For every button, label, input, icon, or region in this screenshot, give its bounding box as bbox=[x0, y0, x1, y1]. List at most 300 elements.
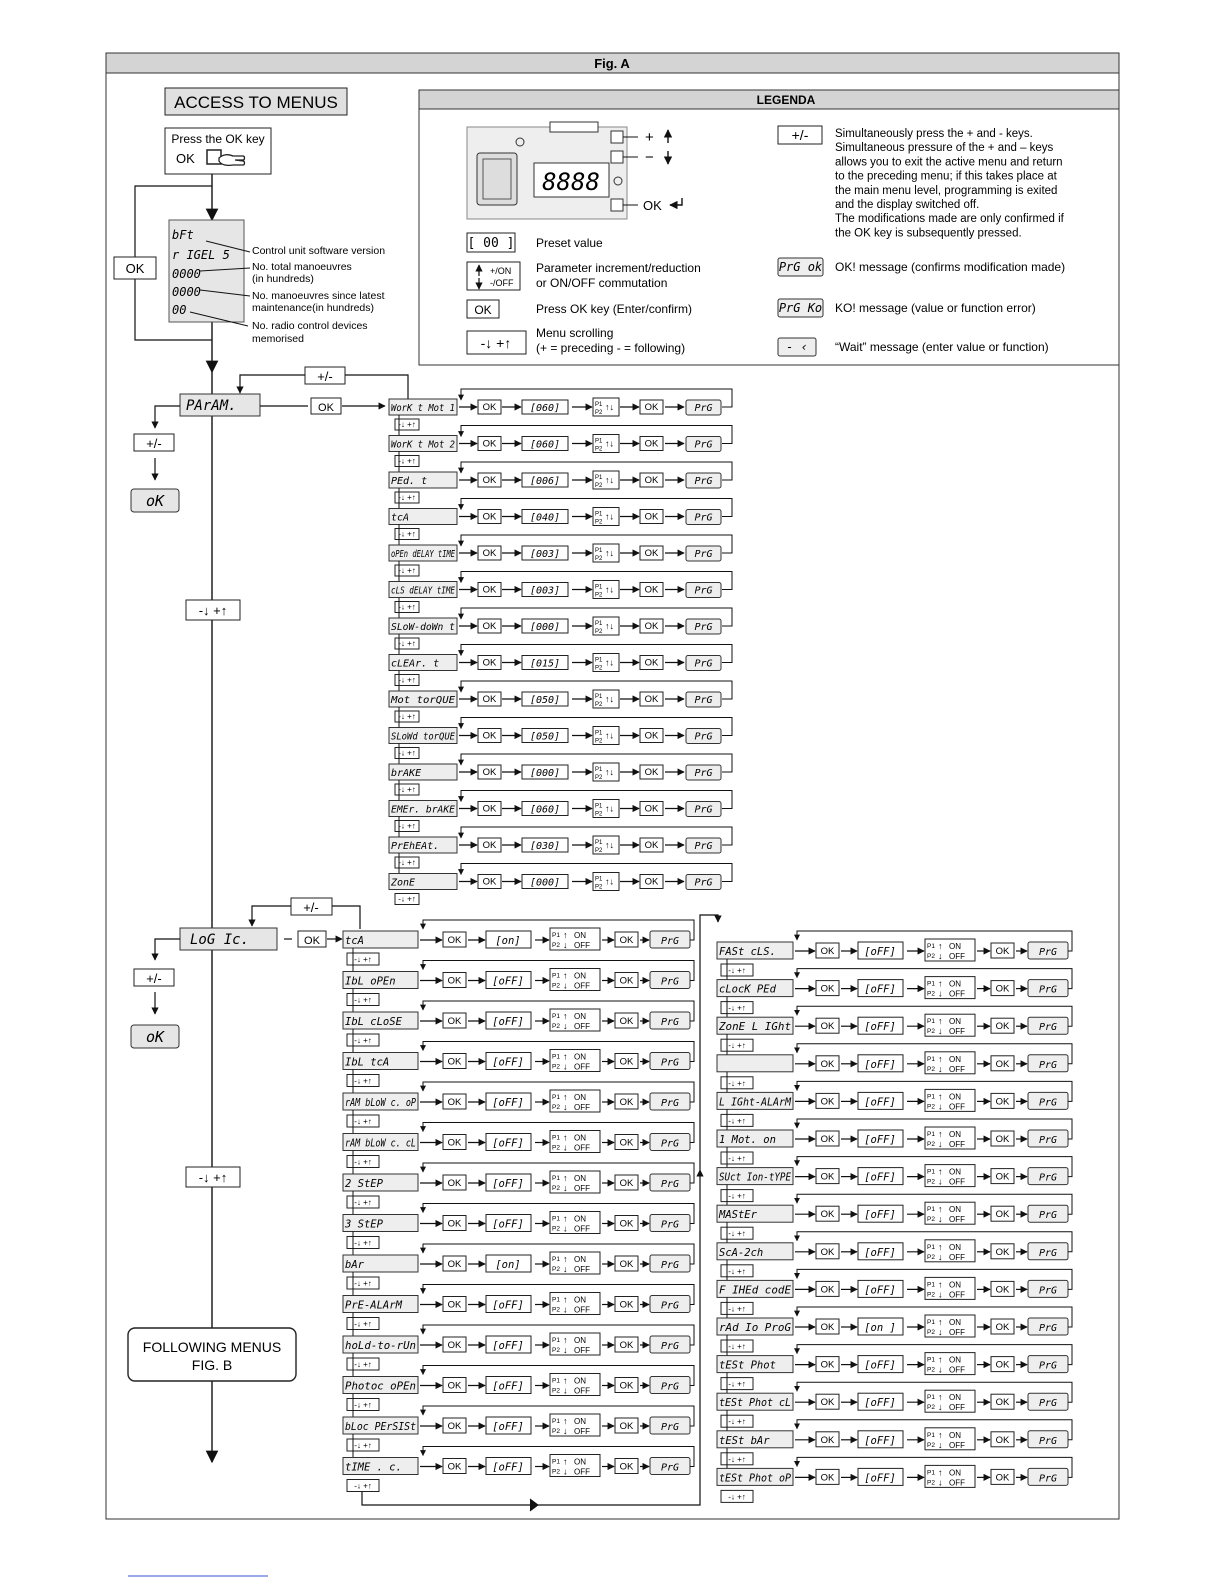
ok-key-label: OK bbox=[482, 840, 497, 851]
logic-left-p1: P1 bbox=[552, 1013, 560, 1020]
logic-right-value: [oFF] bbox=[864, 1434, 896, 1447]
prg-message-text: PrG bbox=[694, 439, 713, 451]
logic-right-p2: P2 bbox=[927, 1178, 935, 1186]
ok-key-label: OK bbox=[820, 1096, 835, 1108]
ok-key-label: OK bbox=[619, 1299, 634, 1311]
scroll-step-key-label: -↓ +↑ bbox=[354, 1198, 372, 1207]
up-arrow-icon: ↑ bbox=[938, 1241, 943, 1252]
logic-right-value: [oFF] bbox=[864, 1246, 896, 1259]
scroll-step-key-label: -↓ +↑ bbox=[354, 1481, 372, 1491]
ok-key-label: OK bbox=[447, 1137, 462, 1149]
ok-key-label: OK bbox=[644, 511, 659, 523]
scroll-step-key-label: -↓ +↑ bbox=[398, 529, 416, 539]
logic-right-p2: P2 bbox=[927, 1441, 935, 1449]
scroll-step-key-label: -↓ +↑ bbox=[398, 675, 416, 685]
param-name: brAKE bbox=[391, 768, 422, 779]
scroll-step-key-label: -↓ +↑ bbox=[398, 420, 416, 429]
logic-right-value: [oFF] bbox=[864, 1284, 896, 1297]
logic-left-row bbox=[343, 1082, 694, 1134]
ok-key-label: OK bbox=[482, 402, 497, 413]
logic-left-row bbox=[343, 1163, 694, 1215]
logic-left-off: OFF bbox=[574, 1305, 590, 1315]
logic-right-on: ON bbox=[949, 1092, 961, 1102]
logic-left-value: [oFF] bbox=[492, 1056, 524, 1069]
legend-plusminus-line: the main menu level, programming is exited bbox=[835, 184, 1058, 197]
up-arrow-icon: ↑ bbox=[938, 1429, 943, 1440]
prg-message-text: PrG bbox=[660, 1138, 680, 1150]
legend-message-symbol-text: PrG Ko bbox=[778, 301, 823, 315]
prg-message-text: PrG bbox=[1038, 1285, 1058, 1297]
legend-incdec-text: or ON/OFF commutation bbox=[536, 276, 668, 290]
scroll-step-key-label: -↓ +↑ bbox=[728, 1342, 746, 1351]
board-display-digits: 8888 bbox=[542, 168, 600, 196]
param-p2: P2 bbox=[595, 519, 603, 526]
param-row bbox=[389, 645, 732, 692]
logic-left-p2: P2 bbox=[552, 1387, 560, 1395]
prg-message-text: PrG bbox=[694, 658, 713, 670]
ok-key-label: OK bbox=[482, 767, 497, 778]
logic-left-on: ON bbox=[574, 1174, 586, 1183]
logic-right-name: tESt Phot oP bbox=[719, 1472, 792, 1485]
logic-right-p1: P1 bbox=[927, 943, 935, 950]
logic-left-p1: P1 bbox=[552, 932, 560, 939]
legend-message-text: KO! message (value or function error) bbox=[835, 301, 1036, 315]
legend-ok-symbol-text: OK bbox=[474, 303, 492, 317]
down-arrow-icon: ↓ bbox=[563, 1021, 568, 1031]
param-p2: P2 bbox=[595, 738, 603, 745]
param-value: [006] bbox=[529, 476, 561, 487]
up-arrow-icon: ↑ bbox=[563, 970, 568, 981]
param-scroll-label: -↓ +↑ bbox=[198, 603, 228, 618]
logic-exit-label: +/- bbox=[303, 900, 319, 915]
down-arrow-icon: ↓ bbox=[563, 1102, 568, 1112]
down-arrow-icon: ↓ bbox=[938, 1364, 943, 1375]
logic-right-value: [oFF] bbox=[864, 1134, 896, 1146]
up-arrow-icon: ↑ bbox=[563, 930, 568, 940]
param-value: [000] bbox=[529, 877, 561, 889]
logic-right-name: MAStEr bbox=[719, 1209, 757, 1222]
ok-key-label: OK bbox=[995, 1397, 1010, 1409]
ok-key-label: OK bbox=[619, 1178, 634, 1189]
prg-message-text: PrG bbox=[694, 768, 713, 779]
logic-right-p1: P1 bbox=[927, 1281, 935, 1289]
down-arrow-icon: ↓ bbox=[563, 1304, 568, 1315]
logic-left-row bbox=[343, 1325, 694, 1377]
logic-right-row bbox=[717, 1307, 1072, 1356]
ok-key-label: OK bbox=[482, 657, 497, 669]
logic-left-name: 3 StEP bbox=[345, 1218, 383, 1231]
logic-right-p1: P1 bbox=[927, 1018, 935, 1026]
prg-message-text: PrG bbox=[1038, 984, 1058, 996]
logic-right-on: ON bbox=[949, 1205, 961, 1215]
param-p1: P1 bbox=[595, 511, 603, 518]
access-ok-label: OK bbox=[125, 261, 145, 276]
scroll-step-key-label: -↓ +↑ bbox=[398, 894, 416, 904]
lcd-line: 00 bbox=[172, 303, 187, 317]
up-arrow-icon: ↑ bbox=[938, 978, 943, 989]
param-value: [030] bbox=[529, 841, 561, 852]
logic-left-row bbox=[343, 920, 694, 972]
ok-key-label: OK bbox=[820, 1322, 835, 1333]
logic-left-off: OFF bbox=[574, 1224, 590, 1234]
logic-right-value: [oFF] bbox=[864, 1096, 896, 1109]
up-arrow-icon: ↑ bbox=[938, 1467, 943, 1478]
up-arrow-icon: ↑ bbox=[563, 1011, 568, 1021]
param-arrows: ↑↓ bbox=[605, 803, 614, 814]
logic-left-p1: P1 bbox=[552, 1337, 560, 1344]
scroll-step-key-label: -↓ +↑ bbox=[354, 1076, 372, 1086]
ok-key-label: OK bbox=[447, 1299, 462, 1311]
logic-left-off: OFF bbox=[574, 1427, 590, 1436]
up-arrow-icon: ↑ bbox=[563, 1335, 568, 1345]
logic-right-row bbox=[717, 1345, 1072, 1394]
down-arrow-icon: ↓ bbox=[563, 1466, 568, 1477]
ok-key-label: OK bbox=[995, 1359, 1010, 1371]
logic-right-off: OFF bbox=[949, 1215, 965, 1225]
logic-right-p2: P2 bbox=[927, 1103, 935, 1111]
ok-key-label: OK bbox=[820, 1284, 835, 1296]
logic-left-off: OFF bbox=[574, 981, 590, 991]
logic-left-p1: P1 bbox=[552, 972, 560, 980]
param-p2: P2 bbox=[595, 410, 603, 416]
up-arrow-icon: ↑ bbox=[938, 1204, 943, 1215]
logic-right-on: ON bbox=[949, 1430, 961, 1440]
logic-left-p2: P2 bbox=[552, 1347, 560, 1354]
param-p2: P2 bbox=[595, 629, 603, 635]
param-name: SLoWd torQUE bbox=[391, 731, 455, 743]
up-arrow-icon: ↑ bbox=[563, 1051, 568, 1062]
logic-right-row bbox=[717, 1266, 1072, 1318]
logic-right-on: ON bbox=[949, 979, 961, 989]
ok-key-label: OK bbox=[644, 548, 659, 559]
prg-message-text: PrG bbox=[1038, 1210, 1058, 1222]
down-arrow-icon: ↓ bbox=[938, 1289, 943, 1300]
scroll-step-key-label: -↓ +↑ bbox=[728, 1041, 746, 1051]
param-side-ok-label: oK bbox=[145, 492, 165, 510]
ok-key-label: OK bbox=[995, 1284, 1010, 1296]
lcd-annotation: No. radio control devices bbox=[252, 320, 368, 332]
logic-right-off: OFF bbox=[949, 1027, 965, 1037]
logic-left-off: OFF bbox=[574, 1467, 590, 1477]
logic-right-p1: P1 bbox=[927, 1168, 935, 1176]
scroll-step-key-label: -↓ +↑ bbox=[354, 955, 372, 964]
legend-scroll-text: Menu scrolling bbox=[536, 326, 614, 340]
logic-right-p1: P1 bbox=[927, 1055, 935, 1063]
board-label-minus: − bbox=[645, 149, 654, 166]
logic-left-name: bAr bbox=[345, 1259, 364, 1271]
param-p2: P2 bbox=[595, 665, 603, 672]
param-row bbox=[389, 827, 732, 874]
board-label-ok: OK bbox=[643, 198, 662, 213]
up-arrow-icon: ↑ bbox=[563, 1092, 568, 1102]
logic-right-value: [oFF] bbox=[864, 1397, 896, 1410]
prg-message-text: PrG bbox=[660, 1219, 680, 1231]
logic-left-p1: P1 bbox=[552, 1175, 560, 1182]
logic-left-value: [oFF] bbox=[492, 1016, 524, 1028]
param-p1: P1 bbox=[595, 621, 603, 627]
logic-left-p1: P1 bbox=[552, 1215, 560, 1223]
scroll-step-key-label: -↓ +↑ bbox=[354, 1400, 372, 1410]
legend-incdec-text: Parameter increment/reduction bbox=[536, 261, 701, 275]
param-row bbox=[389, 718, 732, 765]
logic-right-p2: P2 bbox=[927, 990, 935, 998]
param-name: PEd. t bbox=[391, 476, 428, 487]
up-arrow-icon: ↑ bbox=[938, 1091, 943, 1102]
legend-message-symbol-text: - ‹ bbox=[786, 340, 808, 354]
scroll-step-key-label: -↓ +↑ bbox=[728, 1116, 746, 1126]
logic-right-p1: P1 bbox=[927, 1093, 935, 1101]
logic-left-p2: P2 bbox=[552, 1063, 560, 1071]
prg-message-text: PrG bbox=[1038, 1097, 1058, 1109]
logic-right-off: OFF bbox=[949, 1365, 965, 1375]
prg-message-text: PrG bbox=[694, 549, 713, 560]
logic-left-p2: P2 bbox=[552, 942, 560, 949]
scroll-step-key-label: -↓ +↑ bbox=[398, 712, 416, 721]
legend-preset-text: Preset value bbox=[536, 236, 603, 250]
logic-right-p1: P1 bbox=[927, 1431, 935, 1439]
ok-key-label: OK bbox=[995, 1246, 1010, 1258]
param-arrows: ↑↓ bbox=[605, 876, 614, 887]
down-arrow-icon: ↓ bbox=[938, 1063, 943, 1074]
logic-left-on: ON bbox=[574, 1417, 586, 1426]
logic-right-p2: P2 bbox=[927, 953, 935, 960]
ok-key-label: OK bbox=[644, 803, 659, 815]
following-menus-line2: FIG. B bbox=[191, 1357, 233, 1373]
logic-right-p1: P1 bbox=[927, 1319, 935, 1326]
ok-key-label: OK bbox=[995, 1434, 1010, 1446]
param-name: cLEAr. t bbox=[391, 658, 440, 670]
logic-left-row bbox=[343, 1204, 694, 1256]
ok-key-label: OK bbox=[619, 1097, 634, 1108]
logic-side-plusminus-label: +/- bbox=[146, 971, 162, 986]
logic-right-on: ON bbox=[949, 1242, 961, 1252]
ok-key-label: OK bbox=[482, 730, 497, 742]
prg-message-text: PrG bbox=[1038, 1323, 1058, 1334]
ok-key-label: OK bbox=[820, 1359, 835, 1371]
logic-left-name: rAM bLoW c. oP bbox=[345, 1097, 417, 1109]
legend-plusminus-line: to the preceding menu; if this takes place at bbox=[835, 170, 1057, 183]
logic-right-value: [oFF] bbox=[864, 946, 896, 958]
ok-key-label: OK bbox=[619, 975, 634, 987]
logic-scroll-label: -↓ +↑ bbox=[198, 1170, 228, 1185]
param-p2: P2 bbox=[595, 446, 603, 453]
prg-message-text: PrG bbox=[660, 976, 680, 988]
up-arrow-icon: ↑ bbox=[563, 1254, 568, 1264]
lcd-line: bFt bbox=[172, 228, 194, 242]
down-arrow-icon: ↓ bbox=[938, 1251, 943, 1262]
logic-left-off: OFF bbox=[574, 1143, 590, 1153]
logic-left-value: [oFF] bbox=[492, 1340, 524, 1352]
scroll-step-key-label: -↓ +↑ bbox=[728, 1003, 746, 1013]
ok-key-label: OK bbox=[820, 1171, 835, 1183]
logic-left-name: IbL cLoSE bbox=[345, 1016, 402, 1028]
param-p1: P1 bbox=[595, 767, 603, 773]
scroll-step-key-label: -↓ +↑ bbox=[398, 785, 416, 794]
logic-left-p2: P2 bbox=[552, 1306, 560, 1314]
logic-right-p2: P2 bbox=[927, 1065, 935, 1073]
down-arrow-icon: ↓ bbox=[563, 1183, 568, 1193]
logic-left-name: tIME . c. bbox=[345, 1461, 402, 1474]
prg-message-text: PrG bbox=[694, 512, 713, 524]
param-name: WorK t Mot 2 bbox=[391, 439, 455, 451]
ok-key-label: OK bbox=[447, 1097, 462, 1108]
prg-message-text: PrG bbox=[660, 1462, 680, 1474]
up-arrow-icon: ↑ bbox=[938, 1129, 943, 1139]
logic-left-name: IbL tcA bbox=[345, 1056, 390, 1069]
logic-left-row bbox=[343, 1123, 694, 1175]
param-p2: P2 bbox=[595, 592, 603, 599]
ok-key-label: OK bbox=[447, 1380, 462, 1392]
ok-key-label: OK bbox=[820, 1397, 835, 1409]
scroll-step-key-label: -↓ +↑ bbox=[398, 821, 416, 831]
logic-right-on: ON bbox=[949, 1355, 961, 1365]
param-p1: P1 bbox=[595, 694, 603, 700]
logic-right-on: ON bbox=[949, 1130, 961, 1139]
press-ok-key: OK bbox=[176, 151, 195, 166]
ok-key-label: OK bbox=[482, 511, 497, 523]
down-arrow-icon: ↓ bbox=[563, 1264, 568, 1274]
scroll-step-key-label: -↓ +↑ bbox=[728, 1154, 746, 1163]
up-arrow-icon: ↑ bbox=[563, 1294, 568, 1305]
logic-left-value: [oFF] bbox=[492, 1461, 524, 1474]
param-p2: P2 bbox=[595, 848, 603, 854]
prg-message-text: PrG bbox=[694, 877, 713, 889]
logic-left-value: [oFF] bbox=[492, 1299, 524, 1312]
ok-key-label: OK bbox=[482, 876, 497, 888]
param-value: [000] bbox=[529, 622, 561, 633]
ok-key-label: OK bbox=[644, 657, 659, 669]
scroll-step-key-label: -↓ +↑ bbox=[728, 1417, 746, 1427]
scroll-step-key-label: -↓ +↑ bbox=[728, 1229, 746, 1239]
param-row bbox=[389, 499, 732, 546]
logic-left-off: OFF bbox=[574, 1184, 590, 1193]
prg-message-text: PrG bbox=[660, 1422, 680, 1433]
prg-message-text: PrG bbox=[660, 1017, 680, 1028]
logic-right-off: OFF bbox=[949, 1064, 965, 1074]
logic-right-p2: P2 bbox=[927, 1366, 935, 1374]
param-p1: P1 bbox=[595, 730, 603, 737]
ok-key-label: OK bbox=[619, 1218, 634, 1230]
logic-right-name: ZonE L IGht bbox=[717, 1021, 791, 1034]
press-ok-label: Press the OK key bbox=[171, 132, 265, 146]
logic-right-p2: P2 bbox=[927, 1253, 935, 1261]
scroll-step-key-label: -↓ +↑ bbox=[728, 966, 746, 975]
ok-key-label: OK bbox=[820, 1209, 835, 1221]
ok-key-label: OK bbox=[447, 1421, 462, 1432]
logic-left-p2: P2 bbox=[552, 1104, 560, 1111]
legend-inc-text: +/ON bbox=[490, 266, 512, 276]
legend-plusminus-line: the OK key is subsequently pressed. bbox=[835, 227, 1022, 240]
param-value: [060] bbox=[529, 804, 561, 816]
param-p1: P1 bbox=[595, 876, 603, 883]
logic-left-off: OFF bbox=[574, 1103, 590, 1112]
scroll-step-key-label: -↓ +↑ bbox=[354, 1157, 372, 1167]
logic-left-on: ON bbox=[574, 931, 586, 940]
scroll-step-key-label: -↓ +↑ bbox=[728, 1191, 746, 1201]
lcd-line: 0000 bbox=[172, 285, 201, 299]
ok-key-label: OK bbox=[619, 1461, 634, 1473]
scroll-step-key-label: -↓ +↑ bbox=[398, 456, 416, 466]
logic-right-on: ON bbox=[949, 942, 961, 951]
logic-right-on: ON bbox=[949, 1167, 961, 1177]
param-arrows: ↑↓ bbox=[605, 402, 614, 412]
logic-left-value: [on] bbox=[495, 935, 521, 947]
down-arrow-icon: ↓ bbox=[938, 1176, 943, 1187]
ok-key-label: OK bbox=[482, 475, 497, 486]
down-arrow-icon: ↓ bbox=[938, 1439, 943, 1450]
ok-key-label: OK bbox=[619, 1056, 634, 1068]
ok-key-label: OK bbox=[995, 1058, 1010, 1070]
param-arrows: ↑↓ bbox=[605, 840, 614, 850]
ok-key-label: OK bbox=[820, 1472, 835, 1484]
logic-right-row bbox=[717, 1003, 1072, 1055]
param-row bbox=[389, 608, 732, 655]
ok-key-label: OK bbox=[995, 1171, 1010, 1183]
ok-key-label: OK bbox=[447, 1178, 462, 1189]
ok-key-label: OK bbox=[820, 1021, 835, 1033]
logic-left-p2: P2 bbox=[552, 1468, 560, 1476]
logic-right-on: ON bbox=[949, 1054, 961, 1064]
ok-key-label: OK bbox=[644, 438, 659, 450]
param-p1: P1 bbox=[595, 803, 603, 810]
scroll-step-key-label: -↓ +↑ bbox=[728, 1492, 746, 1502]
param-p1: P1 bbox=[595, 548, 603, 554]
logic-left-p1: P1 bbox=[552, 1296, 560, 1304]
logic-right-on: ON bbox=[949, 1017, 961, 1027]
logic-right-row bbox=[717, 931, 1072, 980]
logic-left-name: 2 StEP bbox=[345, 1178, 383, 1190]
logic-right-off: OFF bbox=[949, 952, 965, 961]
logic-left-row bbox=[343, 961, 694, 1013]
logic-right-name: SUct Ion-tYPE bbox=[719, 1171, 792, 1184]
logic-left-p2: P2 bbox=[552, 1266, 560, 1273]
logic-right-p2: P2 bbox=[927, 1141, 935, 1148]
ok-key-label: OK bbox=[995, 1209, 1010, 1221]
logic-right-p1: P1 bbox=[927, 1131, 935, 1138]
prg-message-text: PrG bbox=[660, 1260, 680, 1271]
prg-message-text: PrG bbox=[694, 585, 713, 597]
ok-key-label: OK bbox=[482, 621, 497, 632]
prg-message-text: PrG bbox=[694, 804, 713, 816]
logic-left-p2: P2 bbox=[552, 1023, 560, 1030]
param-p2: P2 bbox=[595, 483, 603, 489]
lcd-line: r IGEL 5 bbox=[172, 248, 230, 262]
ok-key-label: OK bbox=[644, 767, 659, 778]
legend-plusminus-label: +/- bbox=[791, 127, 809, 143]
control-board-illustration bbox=[467, 122, 627, 219]
logic-right-p1: P1 bbox=[927, 1206, 935, 1214]
param-name: ZonE bbox=[391, 877, 416, 889]
ok-key-label: OK bbox=[447, 975, 462, 987]
scroll-step-key-label: -↓ +↑ bbox=[354, 995, 372, 1005]
logic-left-on: ON bbox=[574, 971, 586, 981]
scroll-step-key-label: -↓ +↑ bbox=[728, 1266, 746, 1276]
logic-left-name: PrE-ALArM bbox=[345, 1299, 402, 1312]
logic-left-on: ON bbox=[574, 1255, 586, 1264]
logic-left-on: ON bbox=[574, 1457, 586, 1467]
logic-left-p1: P1 bbox=[552, 1094, 560, 1101]
logic-left-on: ON bbox=[574, 1052, 586, 1062]
logic-right-value: [oFF] bbox=[864, 983, 896, 996]
logic-menu-label: LoG Ic. bbox=[190, 932, 250, 948]
logic-left-p2: P2 bbox=[552, 1225, 560, 1233]
logic-left-row bbox=[343, 1366, 694, 1418]
down-arrow-icon: ↓ bbox=[938, 1101, 943, 1112]
ok-key-label: OK bbox=[619, 1421, 634, 1432]
ok-key-label: OK bbox=[820, 946, 835, 957]
ok-key-label: OK bbox=[619, 1016, 634, 1027]
scroll-step-key-label: -↓ +↑ bbox=[398, 748, 416, 758]
